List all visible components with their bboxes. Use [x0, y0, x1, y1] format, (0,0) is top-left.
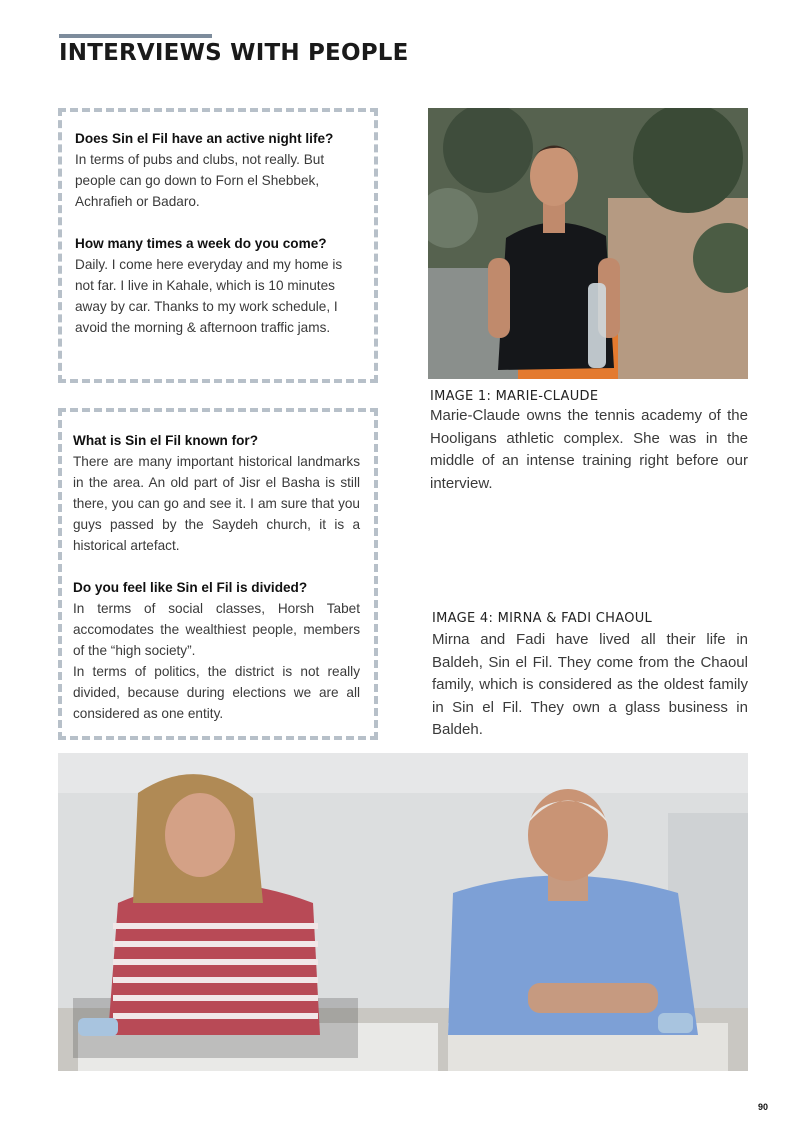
answer: Daily. I come here everyday and my home is not far. I live in Kahale, which is 10 minutes away by car. Thanks to my work schedule, I avoid the morning & afternoon traffic jams.: [75, 257, 343, 335]
caption-text: Mirna and Fadi have lived all their life in Baldeh, Sin el Fil. They come from the Chaoul family, which is considered as the oldest family in Sin el Fil. They own a glass business in Baldeh.: [432, 631, 748, 738]
page-title: INTERVIEWS WITH PEOPLE: [59, 40, 409, 66]
question: How many times a week do you come?: [75, 236, 327, 251]
answer-continued: In terms of politics, the district is not really divided, because during elections we are all considered as one entity.: [73, 664, 360, 721]
photo-mirna-fadi-chaoul: [58, 753, 748, 1071]
question: What is Sin el Fil known for?: [73, 433, 259, 448]
answer: In terms of pubs and clubs, not really. But people can go down to Forn el Shebbek, Achrafieh or Badaro.: [75, 152, 325, 209]
interview-box-2: [58, 408, 378, 740]
answer: There are many important historical landmarks in the area. An old part of Jisr el Basha is still there, you can go and see it. I am sure that you guys passed by the Saydeh church, it is a historical artefact.: [73, 454, 360, 553]
answer: In terms of social classes, Horsh Tabet accomodates the wealthiest people, members of the “high society”.: [73, 601, 360, 658]
caption-heading: IMAGE 4: MIRNA & FADI CHAOUL: [432, 611, 653, 626]
interview-box-1: [58, 108, 378, 383]
title-accent-bar: [59, 34, 212, 38]
caption-text: Marie-Claude owns the tennis academy of the Hooligans athletic complex. She was in the middle of an intense training right before our interview.: [430, 407, 748, 492]
caption-heading: IMAGE 1: MARIE-CLAUDE: [430, 389, 599, 404]
page-number: 90: [757, 1102, 768, 1112]
photo-marie-claude: [428, 108, 748, 379]
question: Does Sin el Fil have an active night life?: [75, 131, 334, 146]
question: Do you feel like Sin el Fil is divided?: [73, 580, 308, 595]
